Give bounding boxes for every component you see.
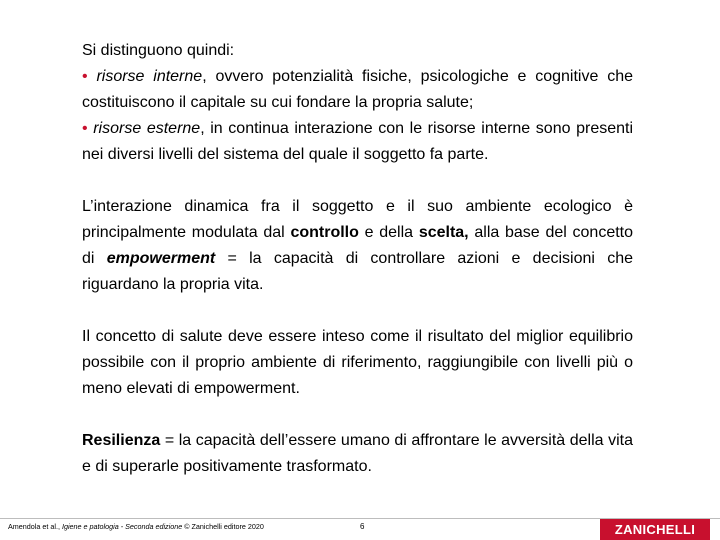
empowerment-text-1: L’interazione dinamica fra il soggetto e il suo ambiente ecologico è principalmente modulata dal	[82, 198, 633, 241]
resilience-text: = la capacità dell’essere umano di affrontare le avversità della vita e di superarle positivamente trasformato.	[82, 432, 633, 475]
page-number: 6	[360, 522, 365, 531]
term-resilienza: Resilienza	[82, 432, 161, 449]
resources-intro: Si distinguono quindi:	[82, 42, 235, 59]
footer-citation	[8, 522, 264, 532]
term-scelta: scelta,	[418, 224, 469, 241]
slide-body	[82, 38, 633, 480]
bullet-icon: •	[82, 120, 88, 137]
citation-title: Igiene e patologia - Seconda edizione	[61, 522, 183, 531]
resilience-paragraph	[82, 428, 633, 480]
bullet-external-resources	[82, 116, 633, 168]
empowerment-text-4: = la capacità di controllare azioni e decisioni che riguardano la propria vita.	[82, 250, 633, 293]
term-empowerment: empowerment	[106, 250, 216, 267]
empowerment-paragraph	[82, 194, 633, 298]
health-concept-paragraph: Il concetto di salute deve essere inteso come il risultato del miglior equilibrio possibile con il proprio ambiente di riferimento, raggiungibile con livelli più o meno elevati di empowerment.	[82, 328, 633, 397]
empowerment-text-3: alla base del concetto di	[82, 224, 634, 267]
resources-paragraph	[82, 38, 633, 168]
bullet-icon: •	[82, 68, 88, 85]
internal-resources-text: , ovvero potenzialità fisiche, psicologiche e cognitive che costituiscono il capitale su cui fondare la propria salute;	[82, 68, 634, 111]
zanichelli-logo: ZANICHELLI	[600, 519, 710, 540]
term-controllo: controllo	[290, 224, 359, 241]
bullet-internal-resources	[82, 64, 633, 116]
term-internal-resources: risorse interne	[96, 68, 203, 85]
empowerment-text-2: e della	[358, 224, 419, 241]
citation-authors: Amendola et al.,	[8, 522, 62, 531]
external-resources-text: , in continua interazione con le risorse interne sono presenti nei diversi livelli del sistema del quale il soggetto fa parte.	[82, 120, 634, 163]
term-external-resources: risorse esterne	[93, 120, 201, 137]
citation-publisher: © Zanichelli editore 2020	[182, 522, 264, 531]
